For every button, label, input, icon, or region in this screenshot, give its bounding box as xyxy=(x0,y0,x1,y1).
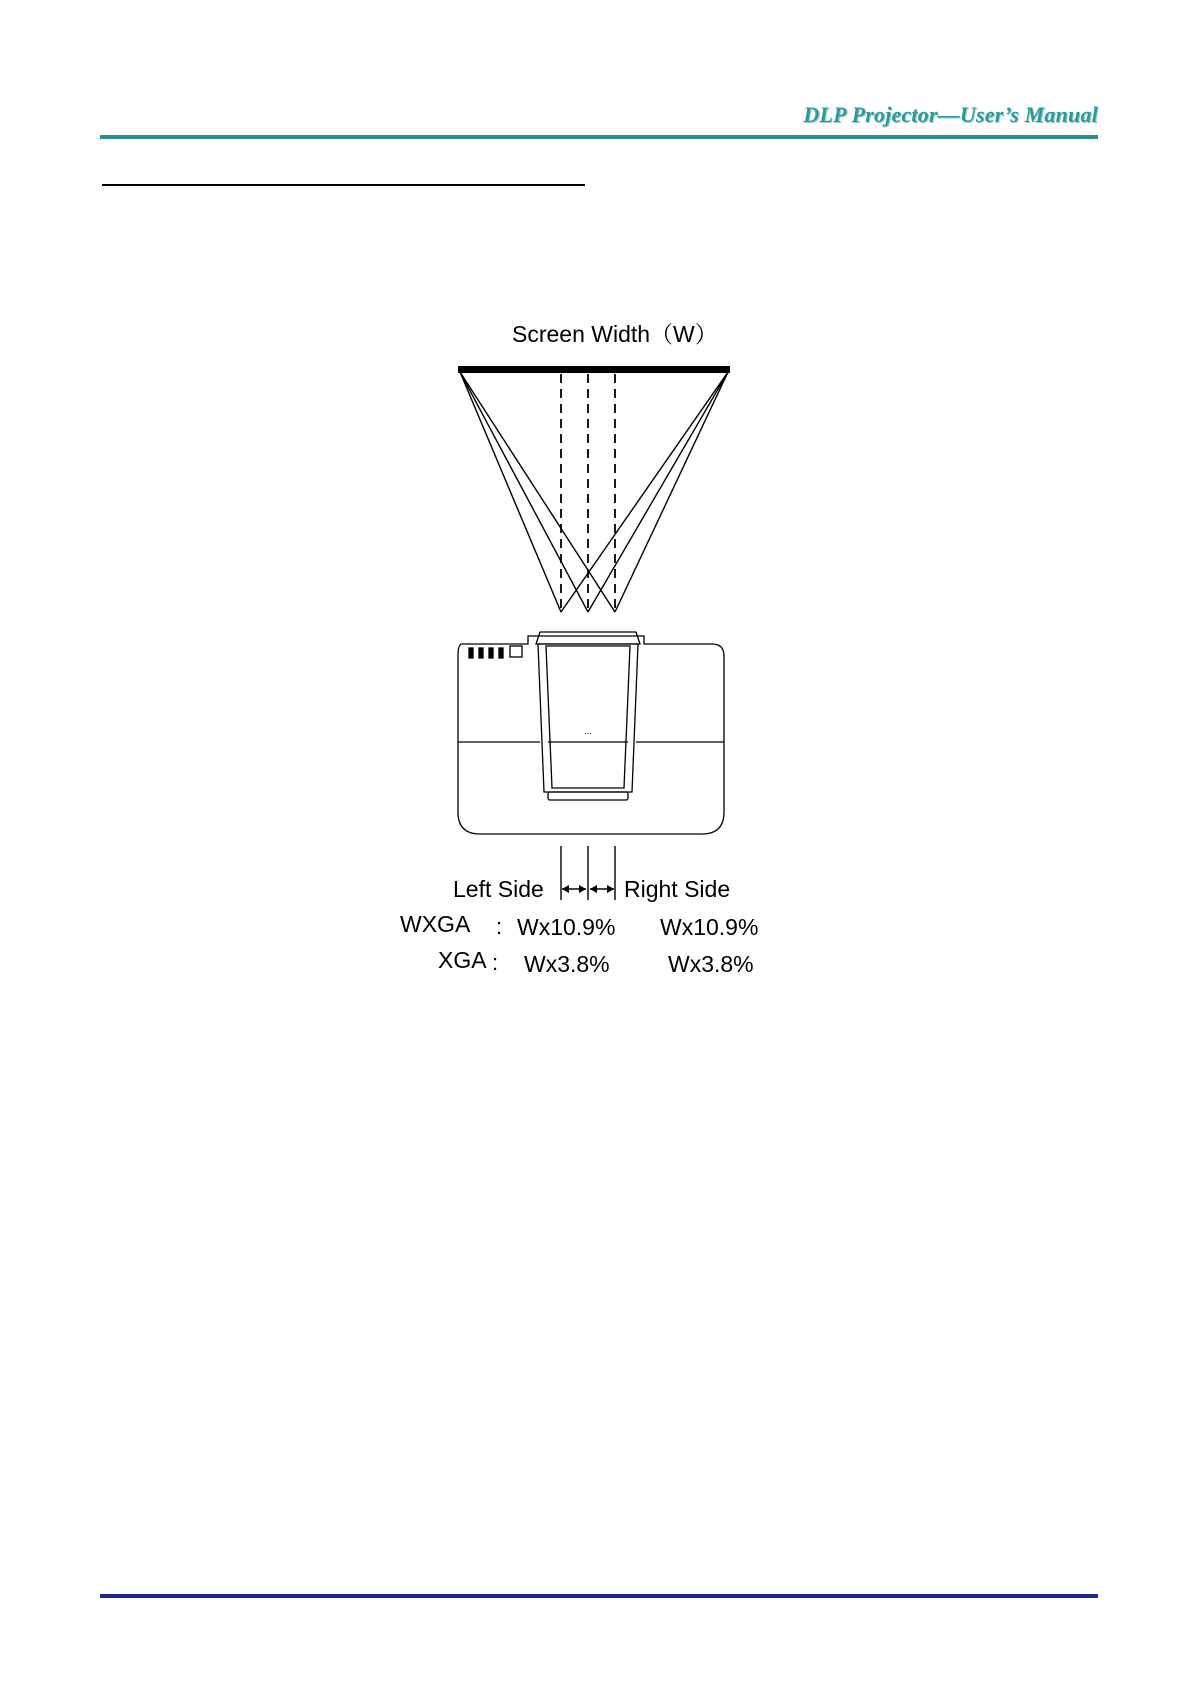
screen-bar xyxy=(458,366,730,373)
xga-right-value: Wx3.8% xyxy=(668,951,754,977)
wxga-separator: : xyxy=(496,914,503,939)
xga-separator: : xyxy=(492,950,499,975)
xga-model-label: XGA xyxy=(438,947,487,973)
wxga-left-value: Wx10.9% xyxy=(517,914,616,940)
screen-width-label: Screen Width（W） xyxy=(512,321,718,347)
left-side-label: Left Side xyxy=(453,876,544,902)
wxga-right-value: Wx10.9% xyxy=(660,914,759,940)
footer-divider xyxy=(100,1594,1098,1598)
projection-lines xyxy=(460,372,728,612)
wxga-model-label: WXGA xyxy=(400,911,471,937)
header-title: DLP Projector—User’s Manual xyxy=(803,102,1098,127)
offset-markers xyxy=(561,846,615,900)
lens-label: ... xyxy=(584,726,592,736)
right-side-label: Right Side xyxy=(624,876,731,902)
xga-left-value: Wx3.8% xyxy=(524,951,610,977)
